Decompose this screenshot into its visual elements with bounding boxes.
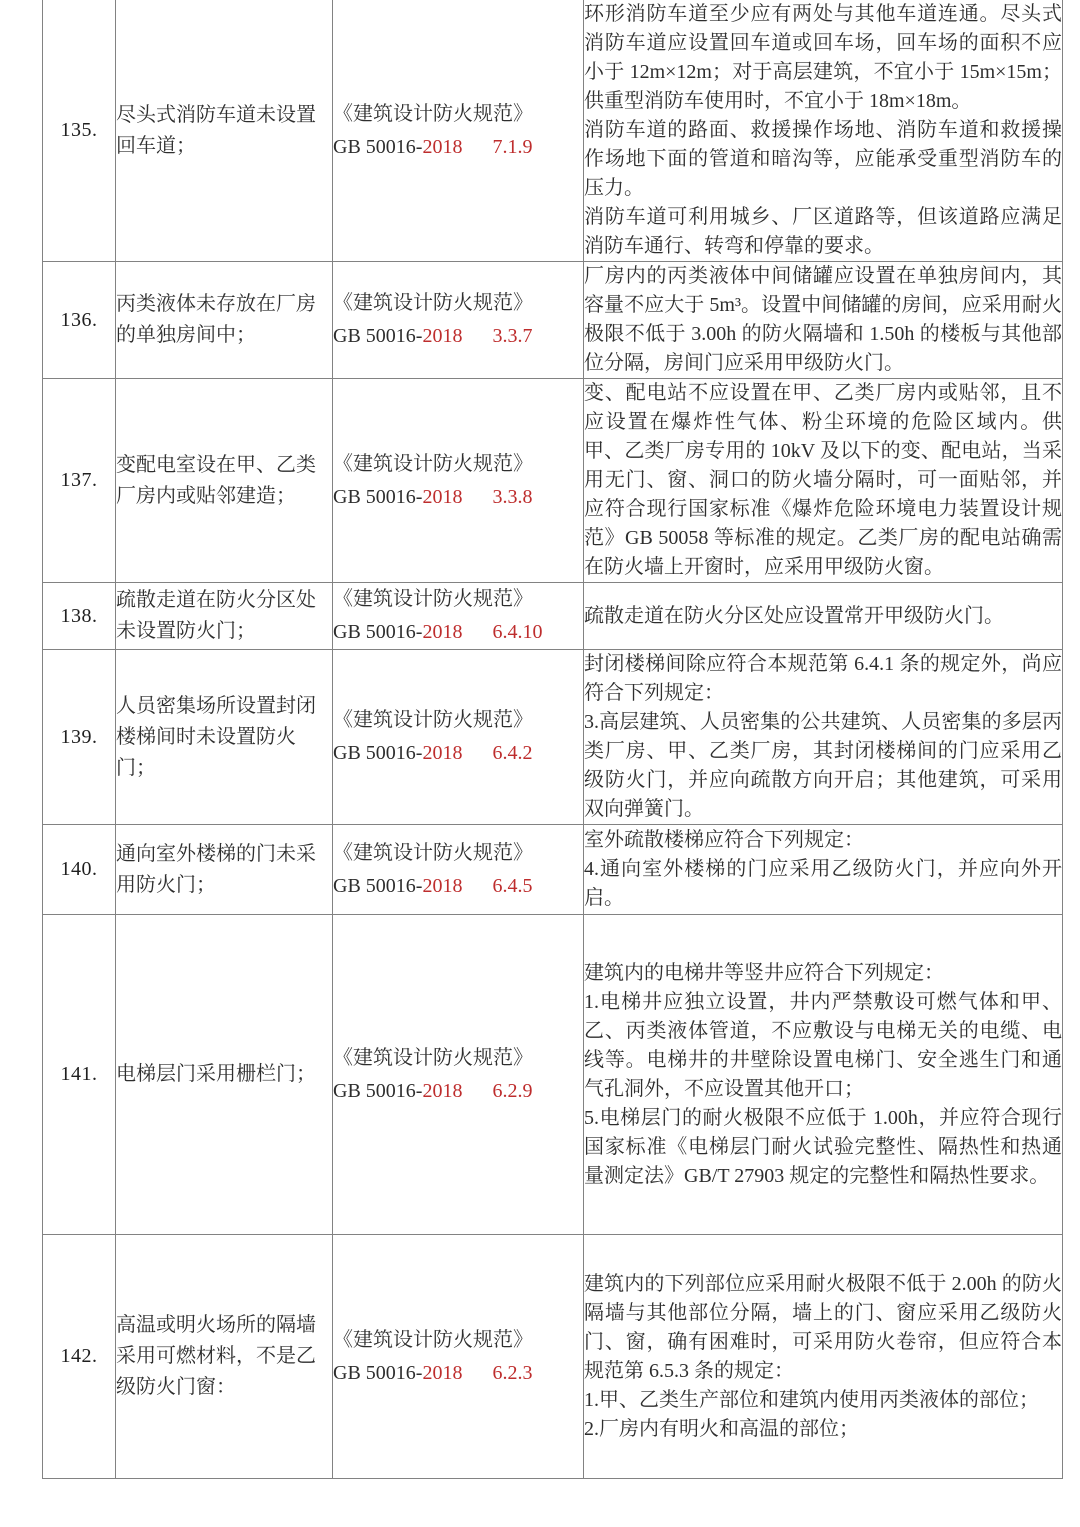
regulation-detail-cell [584, 583, 1063, 650]
reference-standard-title: 《建筑设计防火规范》 [333, 709, 533, 731]
regulation-detail-text [584, 262, 1062, 378]
detail-paragraph: 4.通向室外楼梯的门应采用乙级防火门，并应向外开启。 [584, 858, 1062, 909]
reference-code-line [333, 870, 583, 903]
table-row [43, 379, 1063, 583]
reference-code-line [333, 1075, 583, 1108]
regulation-detail-text [584, 379, 1062, 582]
detail-paragraph: 环形消防车道至少应有两处与其他车道连通。尽头式消防车道应设置回车道或回车场，回车场的面积不应小于 12m×12m；对于高层建筑，不宜小于 15m×15m；供重型消防车使用时，不宜小于 18m×18m。 [584, 3, 1062, 112]
regulation-detail-text [584, 0, 1062, 261]
row-number: 138. [60, 604, 98, 627]
reference-cell [333, 1235, 584, 1479]
reference-cell [333, 825, 584, 915]
reference-code-line [333, 320, 583, 353]
table-row [43, 915, 1063, 1235]
regulation-detail-text [584, 602, 1062, 631]
problem-cell [116, 825, 333, 915]
row-number-cell [43, 1235, 116, 1479]
row-number: 142. [60, 1345, 98, 1367]
reference-clause: 6.4.10 [492, 621, 543, 643]
regulation-detail-text [584, 826, 1062, 913]
row-number: 141. [60, 1063, 98, 1085]
regulation-detail-cell [584, 379, 1063, 583]
reference-code-line [333, 481, 583, 514]
problem-text: 电梯层门采用栅栏门； [116, 1063, 316, 1085]
problem-cell [116, 650, 333, 825]
reference-year: 2018 [422, 485, 463, 508]
row-number-cell [43, 825, 116, 915]
reference-standard-title: 《建筑设计防火规范》 [333, 452, 533, 475]
reference-code: GB 50016- [333, 325, 423, 347]
row-number-cell [43, 379, 116, 583]
reference-clause: 6.2.9 [492, 1079, 533, 1102]
regulation-detail-cell [584, 915, 1063, 1235]
detail-paragraph: 疏散走道在防火分区处应设置常开甲级防火门。 [584, 604, 1004, 627]
reference-cell [333, 0, 584, 262]
problem-text: 疏散走道在防火分区处未设置防火门； [116, 589, 316, 642]
reference-clause: 6.4.2 [492, 742, 533, 764]
reference-code: GB 50016- [333, 485, 423, 508]
row-number-cell [43, 583, 116, 650]
reference-standard-title: 《建筑设计防火规范》 [333, 588, 533, 610]
reference-clause: 7.1.9 [492, 135, 533, 158]
problem-text: 变配电室设在甲、乙类厂房内或贴邻建造； [116, 453, 316, 507]
regulation-detail-cell [584, 1235, 1063, 1479]
row-number-cell [43, 650, 116, 825]
reference-year: 2018 [422, 1361, 463, 1384]
detail-paragraph: 1.电梯井应独立设置，井内严禁敷设可燃气体和甲、乙、丙类液体管道，不应敷设与电梯无关的电缆、电线等。电梯井的井壁除设置电梯门、安全逃生门和通气孔洞外，不应设置其他开口； [584, 990, 1062, 1100]
reference-year: 2018 [422, 135, 463, 158]
reference-clause: 3.3.8 [492, 485, 533, 508]
detail-paragraph: 封闭楼梯间除应符合本规范第 6.4.1 条的规定外，尚应符合下列规定： [584, 653, 1062, 704]
row-number: 135. [60, 119, 98, 141]
problem-cell [116, 379, 333, 583]
reference-year: 2018 [422, 874, 463, 897]
regulation-detail-cell [584, 825, 1063, 915]
problem-text: 尽头式消防车道未设置回车道； [116, 103, 316, 157]
table-row [43, 1235, 1063, 1479]
reference-code-line [333, 616, 583, 649]
reference-clause: 6.4.5 [492, 874, 533, 897]
regulation-detail-cell [584, 650, 1063, 825]
row-number: 137. [60, 469, 98, 491]
detail-paragraph: 室外疏散楼梯应符合下列规定： [584, 829, 864, 851]
reference-code: GB 50016- [333, 742, 423, 764]
problem-cell [116, 1235, 333, 1479]
reference-clause: 6.2.3 [492, 1361, 533, 1384]
regulation-detail-cell [584, 0, 1063, 262]
regulation-detail-text [584, 1270, 1062, 1444]
detail-paragraph: 5.电梯层门的耐火极限不应低于 1.00h，并应符合现行国家标准《电梯层门耐火试验完整性、隔热性和热通量测定法》GB/T 27903 规定的完整性和隔热性要求。 [584, 1106, 1062, 1187]
detail-paragraph: 建筑内的下列部位应采用耐火极限不低于 2.00h 的防火隔墙与其他部位分隔，墙上的门、窗应采用乙级防火门、窗，确有困难时，可采用防火卷帘，但应符合本规范第 6.5.3 条的规定： [584, 1272, 1062, 1382]
reference-standard-title: 《建筑设计防火规范》 [333, 1046, 533, 1069]
problem-cell [116, 0, 333, 262]
row-number-cell [43, 915, 116, 1235]
table-row [43, 825, 1063, 915]
reference-cell [333, 915, 584, 1235]
problem-text: 通向室外楼梯的门未采用防火门； [116, 842, 316, 896]
row-number: 139. [60, 725, 98, 748]
reference-code-line [333, 1357, 583, 1390]
reference-clause: 3.3.7 [492, 325, 533, 347]
reference-standard-title: 《建筑设计防火规范》 [333, 292, 533, 314]
table-row [43, 583, 1063, 650]
reference-code-line [333, 737, 583, 770]
detail-paragraph: 3.高层建筑、人员密集的公共建筑、人员密集的多层丙类厂房、甲、乙类厂房，其封闭楼梯间的门应采用乙级防火门，并应向疏散方向开启；其他建筑，可采用双向弹簧门。 [584, 711, 1062, 820]
table-row [43, 650, 1063, 825]
row-number-cell [43, 0, 116, 262]
reference-year: 2018 [422, 742, 463, 764]
reference-year: 2018 [422, 325, 463, 347]
table-row [43, 262, 1063, 379]
reference-cell [333, 262, 584, 379]
problem-cell [116, 915, 333, 1235]
problem-cell [116, 583, 333, 650]
reference-code-line [333, 131, 583, 164]
fire-code-violation-table [42, 0, 1063, 1479]
reference-standard-title: 《建筑设计防火规范》 [333, 1328, 533, 1351]
reference-cell [333, 583, 584, 650]
row-number-cell [43, 262, 116, 379]
reference-cell [333, 379, 584, 583]
reference-code: GB 50016- [333, 1361, 423, 1384]
problem-text: 高温或明火场所的隔墙采用可燃材料，不是乙级防火门窗： [116, 1314, 316, 1398]
table-row [43, 0, 1063, 262]
regulation-detail-text [584, 959, 1062, 1191]
detail-paragraph: 2.厂房内有明火和高温的部位； [584, 1417, 859, 1440]
detail-paragraph: 消防车道的路面、救援操作场地、消防车道和救援操作场地下面的管道和暗沟等，应能承受重型消防车的压力。 [584, 119, 1062, 199]
detail-paragraph: 建筑内的电梯井等竖井应符合下列规定： [584, 961, 944, 984]
detail-paragraph: 消防车道可利用城乡、厂区道路等，但该道路应满足消防车通行、转弯和停靠的要求。 [584, 206, 1062, 257]
reference-year: 2018 [422, 1079, 463, 1102]
detail-paragraph: 变、配电站不应设置在甲、乙类厂房内或贴邻，且不应设置在爆炸性气体、粉尘环境的危险区域内。供甲、乙类厂房专用的 10kV 及以下的变、配电站，当采用无门、窗、洞口的防火墙分隔时，可一面贴邻，并应符合现行国家标准《爆炸危险环境电力装置设计规范》GB 50058 等标准的规定。乙类厂房的配电站确需在防火墙上开窗时，应采用甲级防火窗。 [584, 382, 1062, 578]
problem-cell [116, 262, 333, 379]
reference-standard-title: 《建筑设计防火规范》 [333, 841, 533, 864]
reference-code: GB 50016- [333, 621, 423, 643]
reference-code: GB 50016- [333, 1079, 423, 1102]
detail-paragraph: 1.甲、乙类生产部位和建筑内使用丙类液体的部位； [584, 1388, 1039, 1411]
regulation-detail-cell [584, 262, 1063, 379]
reference-standard-title: 《建筑设计防火规范》 [333, 102, 533, 125]
row-number: 136. [60, 308, 98, 331]
reference-code: GB 50016- [333, 874, 423, 897]
problem-text: 丙类液体未存放在厂房的单独房间中； [116, 293, 316, 346]
reference-code: GB 50016- [333, 135, 423, 158]
row-number: 140. [60, 858, 98, 880]
regulation-detail-text [584, 650, 1062, 824]
problem-text: 人员密集场所设置封闭楼梯间时未设置防火门； [116, 694, 316, 779]
reference-cell [333, 650, 584, 825]
detail-paragraph: 厂房内的丙类液体中间储罐应设置在单独房间内，其容量不应大于 5m³。设置中间储罐的房间，应采用耐火极限不低于 3.00h 的防火隔墙和 1.50h 的楼板与其他部位分隔，房间门应采用甲级防火门。 [584, 265, 1062, 374]
reference-year: 2018 [422, 621, 463, 643]
